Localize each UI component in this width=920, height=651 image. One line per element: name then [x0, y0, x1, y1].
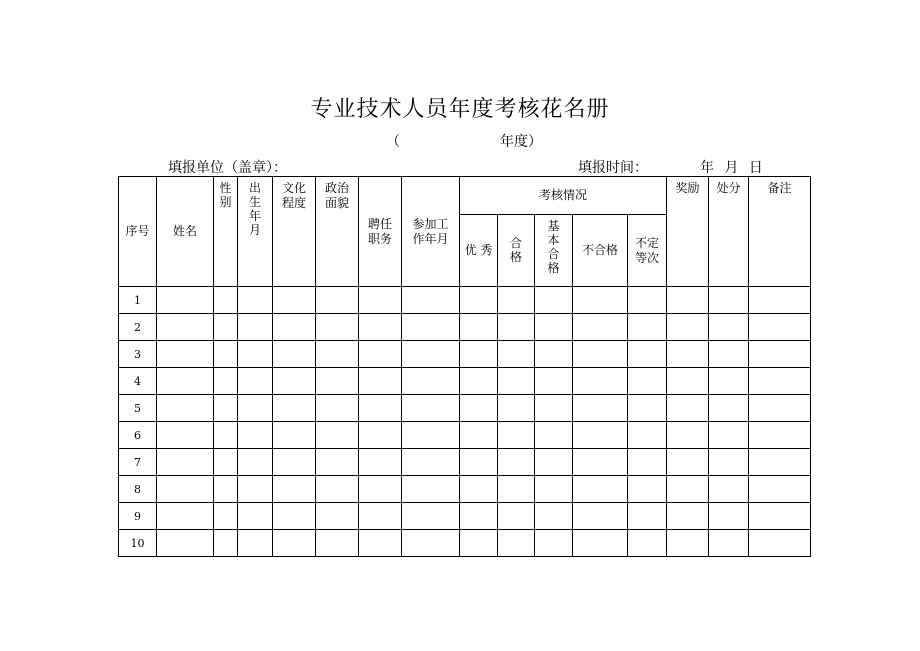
header-excellent: 优 秀 [460, 215, 498, 287]
table-cell [667, 503, 709, 530]
table-cell [749, 395, 811, 422]
table-cell [709, 368, 749, 395]
table-cell [157, 449, 214, 476]
header-position [359, 177, 402, 287]
table-cell [749, 422, 811, 449]
table-cell [667, 422, 709, 449]
table-cell [359, 476, 402, 503]
table-cell [628, 422, 667, 449]
table-cell [749, 287, 811, 314]
header-position-text: 聘任职务 [367, 216, 392, 246]
table-cell [238, 368, 273, 395]
table-cell [214, 368, 238, 395]
table-cell [214, 287, 238, 314]
table-cell [709, 503, 749, 530]
table-cell [460, 449, 498, 476]
year-open-paren: （ [386, 134, 400, 150]
row-number: 4 [119, 368, 157, 395]
table-cell [402, 341, 460, 368]
table-cell [273, 503, 316, 530]
table-cell [749, 368, 811, 395]
table-cell [749, 530, 811, 557]
header-basic-qualified-text: 基本合格 [547, 219, 560, 275]
table-cell [214, 503, 238, 530]
table-cell [535, 395, 573, 422]
table-cell [402, 422, 460, 449]
table-cell [316, 287, 359, 314]
table-row [119, 422, 811, 449]
table-cell [273, 314, 316, 341]
table-cell [535, 314, 573, 341]
table-cell [157, 530, 214, 557]
table-cell [573, 449, 628, 476]
row-number: 9 [119, 503, 157, 530]
table-cell [749, 449, 811, 476]
table-cell [573, 503, 628, 530]
table-cell [573, 476, 628, 503]
table-row [119, 476, 811, 503]
table-cell [273, 287, 316, 314]
table-cell [359, 395, 402, 422]
row-number: 3 [119, 341, 157, 368]
table-cell [535, 422, 573, 449]
table-cell [535, 503, 573, 530]
table-cell [709, 422, 749, 449]
table-cell [667, 314, 709, 341]
table-cell [573, 368, 628, 395]
table-cell [238, 476, 273, 503]
header-political [316, 177, 359, 287]
table-cell [316, 341, 359, 368]
table-cell [402, 287, 460, 314]
table-cell [628, 314, 667, 341]
table-cell [273, 395, 316, 422]
table-cell [667, 449, 709, 476]
table-cell [573, 314, 628, 341]
table-cell [628, 476, 667, 503]
header-seq: 序号 [119, 177, 157, 287]
table-cell [709, 287, 749, 314]
header-undetermined-text: 不定等次 [635, 235, 660, 265]
header-gender [214, 177, 238, 287]
table-cell [535, 476, 573, 503]
table-cell [535, 449, 573, 476]
table-row [119, 395, 811, 422]
table-row [119, 341, 811, 368]
table-cell [316, 395, 359, 422]
table-cell [157, 368, 214, 395]
table-cell [535, 287, 573, 314]
table-cell [709, 476, 749, 503]
table-cell [498, 476, 535, 503]
table-cell [460, 530, 498, 557]
table-cell [238, 314, 273, 341]
table-cell [498, 503, 535, 530]
table-cell [573, 341, 628, 368]
table-cell [316, 449, 359, 476]
table-cell [667, 341, 709, 368]
table-cell [667, 476, 709, 503]
table-row [119, 368, 811, 395]
table-cell [667, 287, 709, 314]
table-cell [273, 476, 316, 503]
table-cell [460, 503, 498, 530]
table-cell [460, 476, 498, 503]
reporting-time-label: 填报时间： [578, 160, 648, 176]
row-number: 6 [119, 422, 157, 449]
table-cell [709, 530, 749, 557]
table-cell [157, 503, 214, 530]
table-cell [628, 341, 667, 368]
table-cell [214, 314, 238, 341]
table-cell [460, 422, 498, 449]
table-cell [498, 422, 535, 449]
table-cell [749, 503, 811, 530]
table-cell [628, 530, 667, 557]
table-cell [498, 368, 535, 395]
table-cell [667, 395, 709, 422]
table-cell [709, 449, 749, 476]
header-basic-qualified [535, 215, 573, 287]
header-reward: 奖励 [667, 177, 709, 287]
header-row [119, 177, 811, 215]
table-cell [316, 314, 359, 341]
table-cell [573, 395, 628, 422]
table-cell [402, 395, 460, 422]
table-cell [316, 368, 359, 395]
table-cell [157, 287, 214, 314]
table-cell [316, 503, 359, 530]
table-cell [709, 341, 749, 368]
table-cell [498, 287, 535, 314]
table-cell [238, 422, 273, 449]
table-cell [628, 503, 667, 530]
header-qualified [498, 215, 535, 287]
row-number: 5 [119, 395, 157, 422]
table-cell [709, 314, 749, 341]
table-cell [238, 395, 273, 422]
table-cell [667, 530, 709, 557]
table-cell [498, 395, 535, 422]
header-gender-text: 性别 [219, 181, 232, 209]
table-row [119, 314, 811, 341]
table-cell [709, 395, 749, 422]
row-number: 8 [119, 476, 157, 503]
table-cell [498, 314, 535, 341]
table-cell [402, 314, 460, 341]
table-cell [535, 530, 573, 557]
table-cell [273, 368, 316, 395]
table-cell [359, 503, 402, 530]
table-cell [157, 314, 214, 341]
table-cell [749, 476, 811, 503]
header-birth-text: 出生年月 [248, 181, 261, 237]
table-cell [214, 530, 238, 557]
table-cell [157, 395, 214, 422]
table-row [119, 503, 811, 530]
table-cell [214, 476, 238, 503]
table-cell [402, 530, 460, 557]
header-work-start [402, 177, 460, 287]
table-cell [359, 314, 402, 341]
table-cell [573, 530, 628, 557]
year-label: 年度） [500, 134, 542, 150]
document-title: 专业技术人员年度考核花名册 [310, 97, 610, 122]
table-cell [157, 422, 214, 449]
row-number: 1 [119, 287, 157, 314]
row-number: 10 [119, 530, 157, 557]
table-cell [402, 449, 460, 476]
table-cell [359, 368, 402, 395]
table-cell [316, 530, 359, 557]
table-cell [316, 422, 359, 449]
table-cell [402, 476, 460, 503]
table-cell [573, 422, 628, 449]
table-cell [359, 449, 402, 476]
table-cell [460, 395, 498, 422]
table-cell [273, 449, 316, 476]
table-cell [402, 503, 460, 530]
table-cell [273, 422, 316, 449]
table-cell [214, 422, 238, 449]
table-cell [667, 368, 709, 395]
table-cell [498, 449, 535, 476]
table-cell [749, 314, 811, 341]
table-cell [316, 476, 359, 503]
table-cell [359, 341, 402, 368]
table-cell [628, 449, 667, 476]
table-cell [214, 395, 238, 422]
roster-table [118, 176, 811, 557]
table-row [119, 530, 811, 557]
table-cell [238, 503, 273, 530]
table-cell [238, 530, 273, 557]
table-cell [359, 530, 402, 557]
header-undetermined [628, 215, 667, 287]
table-cell [498, 530, 535, 557]
header-name: 姓名 [157, 177, 214, 287]
table-cell [460, 368, 498, 395]
header-qualified-text: 合格 [509, 236, 522, 264]
table-row [119, 449, 811, 476]
header-work-start-text: 参加工作年月 [412, 216, 449, 246]
table-cell [628, 395, 667, 422]
reporting-date-label: 年 月 日 [700, 160, 763, 176]
table-cell [498, 341, 535, 368]
table-cell [238, 341, 273, 368]
header-punishment: 处分 [709, 177, 749, 287]
table-cell [628, 287, 667, 314]
table-cell [157, 476, 214, 503]
header-unqualified: 不合格 [573, 215, 628, 287]
header-education [273, 177, 316, 287]
header-birth [238, 177, 273, 287]
table-cell [535, 368, 573, 395]
row-number: 7 [119, 449, 157, 476]
table-cell [238, 449, 273, 476]
table-cell [238, 287, 273, 314]
table-cell [535, 341, 573, 368]
table-cell [749, 341, 811, 368]
header-assessment: 考核情况 [460, 177, 667, 215]
table-cell [359, 422, 402, 449]
table-cell [214, 341, 238, 368]
table-cell [273, 341, 316, 368]
table-cell [273, 530, 316, 557]
table-cell [460, 314, 498, 341]
table-cell [573, 287, 628, 314]
table-cell [628, 368, 667, 395]
header-political-text: 政治面貌 [324, 181, 349, 210]
reporting-unit-label: 填报单位（盖章）： [168, 160, 287, 176]
table-cell [460, 287, 498, 314]
header-remarks: 备注 [749, 177, 811, 287]
table-cell [402, 368, 460, 395]
table-cell [214, 449, 238, 476]
table-cell [460, 341, 498, 368]
table-cell [359, 287, 402, 314]
table-row [119, 287, 811, 314]
row-number: 2 [119, 314, 157, 341]
table-cell [157, 341, 214, 368]
header-education-text: 文化程度 [281, 181, 306, 210]
